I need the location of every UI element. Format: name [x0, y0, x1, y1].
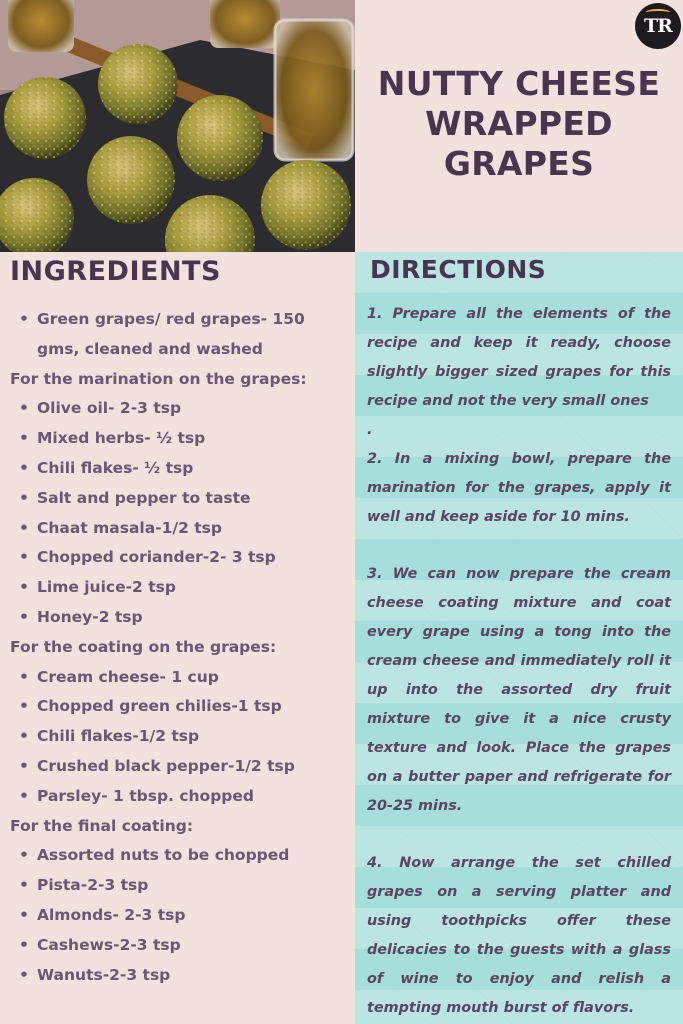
title-line: NUTTY CHEESE	[377, 64, 661, 103]
recipe-title	[355, 64, 683, 184]
ingredient-item: • Parsley- 1 tbsp. chopped	[0, 782, 355, 812]
direction-step: .	[367, 422, 373, 438]
direction-step: 4. Now arrange the set chilled grapes on a serving platter and using toothpicks offer these delicacies to the guests with a glass of wine to enjoy and relish a tempting mouth burst of flavors.	[367, 855, 671, 1016]
ingredients-heading: INGREDIENTS	[10, 256, 221, 287]
ingredient-item: • Chili flakes- ½ tsp	[0, 454, 355, 484]
ingredient-subheading: For the coating on the grapes:	[10, 637, 277, 656]
ingredient-item: • Chopped green chilies-1 tsp	[0, 692, 355, 722]
ingredient-item: • Almonds- 2-3 tsp	[0, 901, 355, 931]
ingredients-list	[0, 305, 355, 990]
ingredient-item: • Chaat masala-1/2 tsp	[0, 514, 355, 544]
direction-step: 3. We can now prepare the cream cheese coating mixture and coat every grape using a tong into the cream cheese and immediately roll it up into the assorted dry fruit mixture to give it a nice crusty texture and look. Place the grapes on a butter paper and refrigerate for 20-25 mins.	[367, 566, 671, 814]
ingredient-item: • Honey-2 tsp	[0, 603, 355, 633]
ingredient-item: • Pista-2-3 tsp	[0, 871, 355, 901]
ingredient-subheading: For the final coating:	[10, 816, 194, 835]
ingredient-item: • Cream cheese- 1 cup	[0, 663, 355, 693]
ingredient-item: • Olive oil- 2-3 tsp	[0, 394, 355, 424]
ingredient-item: • Chili flakes-1/2 tsp	[0, 722, 355, 752]
ingredient-item: • Salt and pepper to taste	[0, 484, 355, 514]
ingredient-item: gms, cleaned and washed	[37, 339, 263, 358]
ingredient-item: • Wanuts-2-3 tsp	[0, 961, 355, 991]
ingredient-item: • Assorted nuts to be chopped	[0, 841, 355, 871]
title-line: GRAPES	[443, 144, 595, 183]
food-photo	[0, 0, 355, 252]
ingredients-section	[0, 252, 355, 1024]
ingredient-item: • Chopped coriander-2- 3 tsp	[0, 543, 355, 573]
ingredient-subheading: For the marination on the grapes:	[10, 369, 307, 388]
ingredient-item: • Cashews-2-3 tsp	[0, 931, 355, 961]
directions-body	[367, 300, 671, 1023]
brand-logo: TR	[635, 3, 681, 49]
directions-heading: DIRECTIONS	[370, 255, 547, 284]
ingredient-item: • Green grapes/ red grapes- 150	[0, 305, 355, 335]
direction-step: 1. Prepare all the elements of the recipe and keep it ready, choose slightly bigger sized grapes for this recipe and not the very small ones	[367, 306, 671, 409]
direction-step: 2. In a mixing bowl, prepare the marination for the grapes, apply it well and keep aside for 10 mins.	[367, 451, 671, 525]
ingredient-item: • Mixed herbs- ½ tsp	[0, 424, 355, 454]
directions-section	[355, 252, 683, 1024]
ingredient-item: • Lime juice-2 tsp	[0, 573, 355, 603]
ingredient-item: • Crushed black pepper-1/2 tsp	[0, 752, 355, 782]
title-line: WRAPPED	[425, 104, 613, 143]
